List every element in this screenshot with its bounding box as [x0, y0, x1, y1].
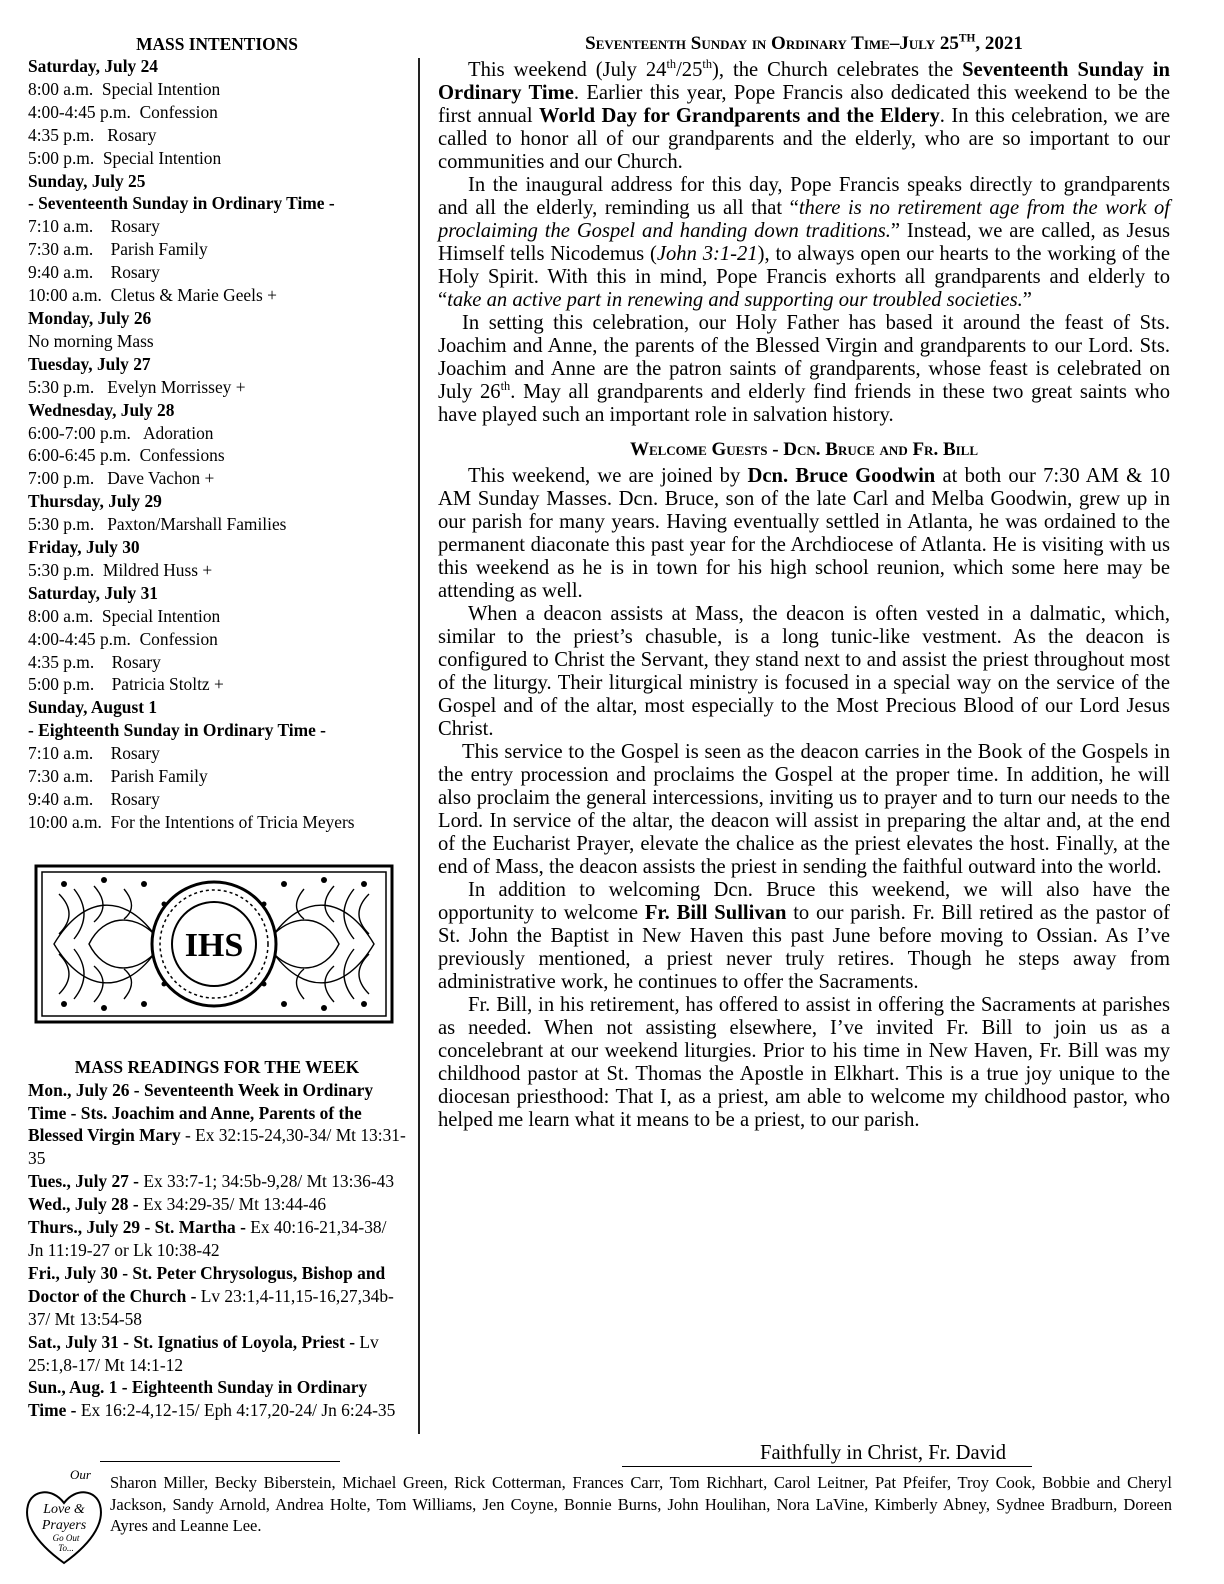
paragraph-4: This weekend, we are joined by Dcn. Bruce Goodwin at both our 7:30 AM & 10 AM Sunday Masses. Dcn. Bruce, son of the late Carl and Melba Goodwin, grew up in our parish for many years. Having eventually settled in Atlanta, he was ordained to the permanent diaconate this past year for the Archdiocese of Atlanta. He is visiting with us this weekend as he is in town for his high school reunion, which some here may be attending as well. [438, 465, 1170, 602]
intention-item: 9:40 a.m. Rosary [28, 262, 160, 283]
day-heading: Friday, July 30 [28, 537, 140, 558]
day-heading: Tuesday, July 27 [28, 353, 151, 374]
paragraph-1: This weekend (July 24th/25th), the Church celebrates the Seventeenth Sunday in Ordinary Time. Earlier this year, Pope Francis also dedicated this weekend to be the first annual World Day for Grandparents and the Eldery. In this celebration, we are called to honor all of our grandparents and the elderly, who are so important to our communities and our Church. [438, 57, 1170, 173]
reading-day: Sun., Aug. 1 - Eighteenth Sunday in Ordinary Time - [28, 1377, 368, 1421]
day-heading: Thursday, July 29 [28, 491, 162, 512]
reading-day: Sat., July 31 - St. Ignatius of Loyola, Priest - [28, 1331, 356, 1352]
day-subheading: - Eighteenth Sunday in Ordinary Time - [28, 720, 326, 741]
reading-day: Thurs., July 29 - St. Martha - [28, 1217, 246, 1238]
intention-item: 5:30 p.m. Mildred Huss + [28, 559, 213, 580]
intention-item: 8:00 a.m. Special Intention [28, 78, 221, 99]
reading-citation: Lv 25:1,8-17/ Mt 14:1-12 [28, 1331, 379, 1375]
article-title: Seventeenth Sunday in Ordinary Time–July 25TH, 2021 [585, 32, 1023, 54]
column-divider [418, 58, 420, 1434]
reading-day: Fri., July 30 - St. Peter Chrysologus, Bishop and Doctor of the Church - [28, 1262, 386, 1306]
reading-entry [28, 1331, 406, 1377]
intention-item: 5:00 p.m. Patricia Stoltz + [28, 674, 224, 695]
paragraph-2: In the inaugural address for this day, Pope Francis speaks directly to grandparents and all the elderly, reminding us all that “there is no retirement age from the work of proclaiming the Gospel and handing down traditions.” Instead, we are called, as Jesus Himself tells Nicodemus (John 3:1-21), to always open our hearts to the working of the Holy Spirit. With this in mind, Pope Francis exhorts all grandparents and elderly to “take an active part in renewing and supporting our troubled societies.” [438, 174, 1171, 311]
intention-item: 6:00-7:00 p.m. Adoration [28, 422, 214, 443]
reading-entry [28, 1170, 406, 1193]
reading-entry [28, 1262, 406, 1331]
svg-text:To...: To... [58, 1543, 74, 1553]
intention-item: 4:00-4:45 p.m. Confession [28, 628, 218, 649]
mass-readings-title: MASS READINGS FOR THE WEEK [74, 1056, 360, 1077]
reading-citation: Ex 34:29-35/ Mt 13:44-46 [138, 1194, 327, 1215]
mass-readings-list [28, 1079, 406, 1423]
svg-text:Our: Our [70, 1467, 91, 1482]
day-heading: Saturday, July 24 [28, 56, 158, 76]
paragraph-6: This service to the Gospel is seen as the deacon carries in the Book of the Gospels in the entry procession and proclaims the Gospel at the proper time. In addition, he will also proclaim the general intercessions, inviting us to prayer and to turn our needs to the Lord. In service of the altar, the deacon will assist in preparing the altar and, at the end of the Eucharist Prayer, elevate the chalice as the priest elevates the host. Finally, at the end of Mass, the deacon assists the priest in sending the faithful outward into the world. [438, 741, 1170, 878]
paragraph-3: In setting this celebration, our Holy Father has based it around the feast of Sts. Joachim and Anne, the parents of the Blessed Virgin and grandparents to our Lord. Sts. Joachim and Anne are the patron saints of grandparents, whose feast is celebrated on July 26th. May all grandparents and elderly find friends in these two great saints who have played such an important role in salvation history. [438, 312, 1170, 426]
intention-item: 4:35 p.m. Rosary [28, 124, 157, 145]
reading-day: Mon., July 26 - Seventeenth Week in Ordinary Time - Sts. Joachim and Anne, Parents of the Blessed Virgin Mary [28, 1079, 374, 1146]
reading-citation: Ex 40:16-21,34-38/ Jn 11:19-27 or Lk 10:38-42 [28, 1217, 387, 1260]
intention-item: 6:00-6:45 p.m. Confessions [28, 445, 225, 466]
paragraph-5: When a deacon assists at Mass, the deacon is often vested in a dalmatic, which, similar to the priest’s chasuble, is a long tunic-like vestment. As the deacon is configured to Christ the Servant, they stand next to and assist the priest throughout most of the liturgy. Their liturgical ministry is focused in a special way on the service of the Gospel and of the altar, most especially to the Most Precious Blood of our Lord Jesus Christ. [438, 603, 1170, 740]
reading-citation: Lv 23:1,4-11,15-16,27,34b-37/ Mt 13:54-58 [28, 1285, 394, 1329]
welcome-guests-title: Welcome Guests - Dcn. Bruce and Fr. Bill [629, 439, 979, 460]
prayer-list-names: Sharon Miller, Becky Biberstein, Michael Green, Rick Cotterman, Frances Carr, Tom Richhart, Carol Leitner, Pat Pfeifer, Troy Cook, Bobbie and Cheryl Jackson, Sandy Arnold, Andrea Holte, Tom Williams, Jen Coyne, Bonnie Burns, John Houlihan, Nora LaVine, Kimberly Abney, Sydnee Bradburn, Doreen Ayres and Leanne Lee. [110, 1473, 1172, 1535]
day-heading: Saturday, July 31 [28, 582, 158, 603]
intention-item: 7:10 a.m. Rosary [28, 743, 160, 764]
reading-entry [28, 1193, 406, 1216]
reading-entry [28, 1216, 406, 1262]
intention-item: 5:30 p.m. Evelyn Morrissey + [28, 376, 246, 397]
paragraph-8: Fr. Bill, in his retirement, has offered to assist in offering the Sacraments at parishes as needed. When not assisting elsewhere, I’ve invited Fr. Bill to join us as a concelebrant at our weekend liturgies. Prior to his time in New Haven, Fr. Bill was my childhood pastor at St. Thomas the Apostle in Elkhart. This is a true joy unique to the diocesan priesthood: That I, as a priest, am able to welcome my childhood pastor, who helped me learn what it means to be a priest, to our parish. [438, 994, 1170, 1131]
reading-citation: - Ex 32:15-24,30-34/ Mt 13:31-35 [28, 1125, 406, 1169]
paragraph-7: In addition to welcoming Dcn. Bruce this weekend, we will also have the opportunity to welcome Fr. Bill Sullivan to our parish. Fr. Bill retired as the pastor of St. John the Baptist in New Haven this past June before moving to Ossian. As I’ve previously mentioned, a priest never truly retires. Though he steps away from administrative work, he continues to offer the Sacraments. [438, 879, 1170, 993]
reading-entry [28, 1079, 406, 1171]
left-column [28, 33, 406, 1422]
reading-citation: Ex 33:7-1; 34:5b-9,28/ Mt 13:36-43 [138, 1171, 395, 1192]
reading-day: Tues., July 27 - [28, 1171, 139, 1192]
reading-citation: Ex 16:2-4,12-15/ Eph 4:17,20-24/ Jn 6:24-35 [76, 1400, 396, 1421]
svg-text:Prayers: Prayers [41, 1518, 87, 1533]
love-prayers-logo [22, 1465, 106, 1571]
reading-day: Wed., July 28 - [28, 1194, 139, 1215]
intention-item: 8:00 a.m. Special Intention [28, 605, 221, 626]
day-heading: Sunday, August 1 [28, 697, 158, 718]
intention-item: 10:00 a.m. For the Intentions of Tricia Meyers [28, 811, 355, 832]
left-rule [100, 1461, 340, 1462]
intention-item: 7:30 a.m. Parish Family [28, 766, 208, 787]
intention-item: No morning Mass [28, 330, 154, 351]
ihs-ornament-image [34, 864, 394, 1024]
signature-rule [622, 1466, 1032, 1467]
day-subheading: - Seventeenth Sunday in Ordinary Time - [28, 193, 335, 214]
intention-item: 5:30 p.m. Paxton/Marshall Families [28, 514, 287, 535]
intention-item: 5:00 p.m. Special Intention [28, 147, 222, 168]
intention-item: 4:00-4:45 p.m. Confession [28, 101, 218, 122]
reading-entry [28, 1376, 406, 1422]
day-heading: Wednesday, July 28 [28, 399, 175, 420]
intention-item: 10:00 a.m. Cletus & Marie Geels + [28, 285, 277, 306]
mass-intentions-list [28, 55, 406, 834]
signoff: Faithfully in Christ, Fr. David [760, 1442, 1006, 1464]
svg-text:Go Out: Go Out [52, 1533, 80, 1543]
mass-intentions-title: MASS INTENTIONS [136, 34, 298, 54]
day-heading: Sunday, July 25 [28, 170, 146, 191]
ihs-monogram: IHS [184, 926, 244, 964]
intention-item: 4:35 p.m. Rosary [28, 651, 161, 672]
intention-item: 7:10 a.m. Rosary [28, 216, 160, 237]
intention-item: 9:40 a.m. Rosary [28, 789, 160, 809]
intention-item: 7:30 a.m. Parish Family [28, 239, 208, 260]
intention-item: 7:00 p.m. Dave Vachon + [28, 468, 215, 489]
day-heading: Monday, July 26 [28, 307, 152, 328]
svg-text:Love &: Love & [43, 1502, 85, 1517]
right-column [438, 33, 1170, 1132]
